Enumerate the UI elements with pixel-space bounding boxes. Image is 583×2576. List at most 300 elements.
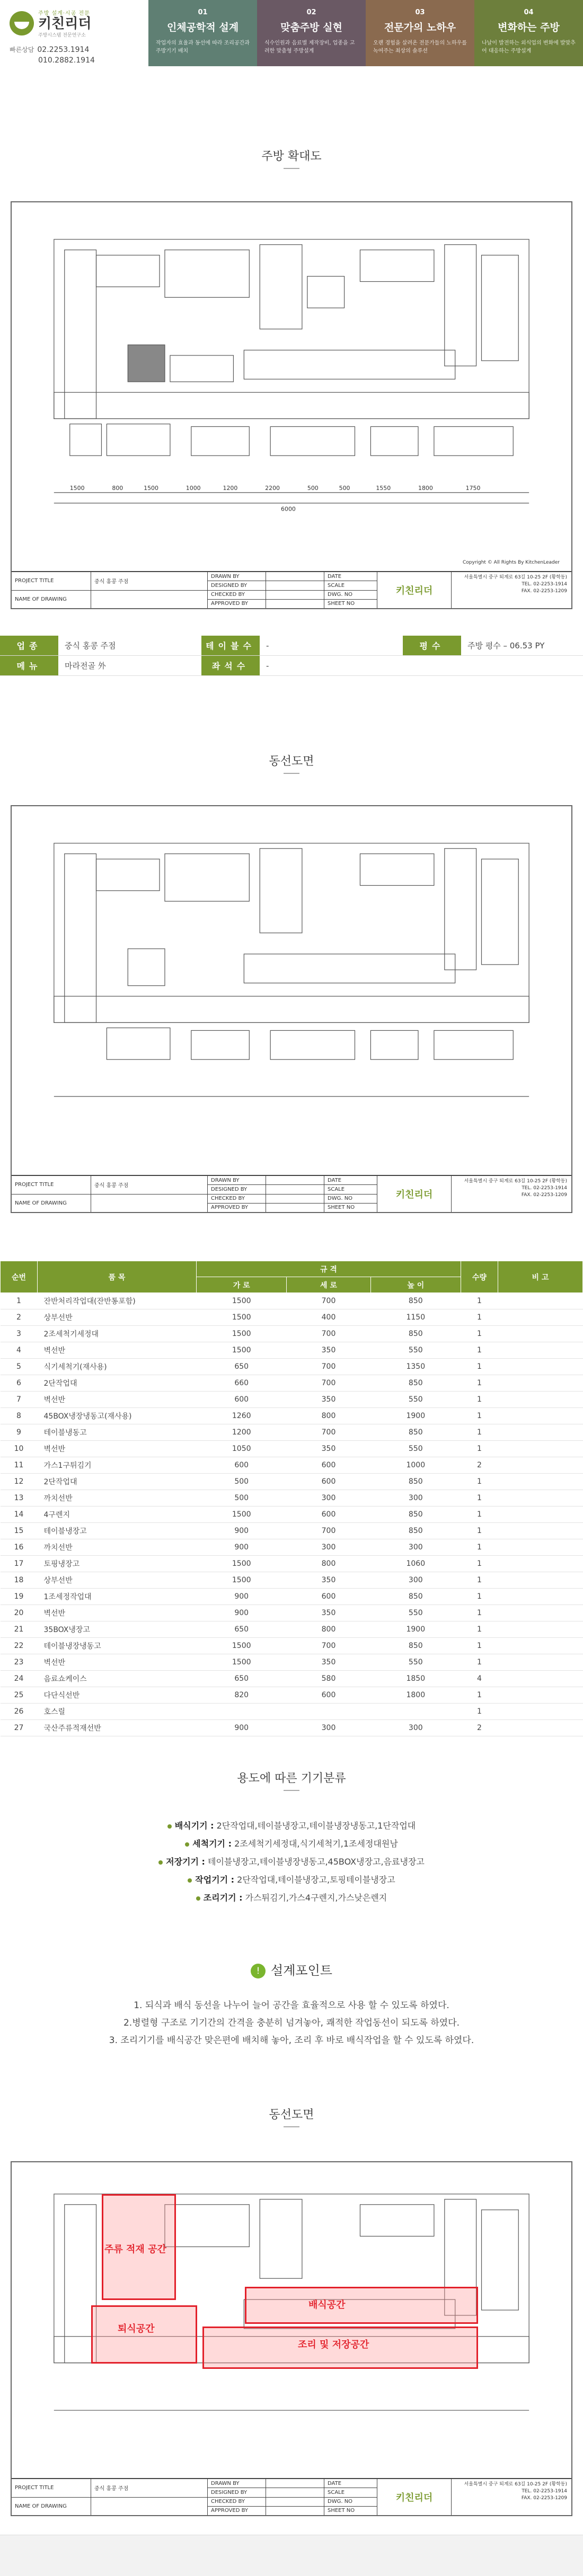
equip-height: 850	[370, 1326, 461, 1342]
equip-name: 식기세척기(재사용)	[38, 1359, 197, 1375]
equip-qty: 1	[461, 1654, 498, 1671]
alert-icon: !	[251, 1964, 266, 1978]
col-no: 순번	[1, 1261, 38, 1293]
table-row	[1, 1474, 583, 1490]
equip-width: 600	[197, 1457, 287, 1474]
info-key-seats: 좌석수	[201, 656, 260, 675]
table-row	[1, 1375, 583, 1392]
col-note: 비 고	[498, 1261, 583, 1293]
equip-name: 벽선반	[38, 1342, 197, 1359]
equip-height: 300	[370, 1720, 461, 1736]
equip-width: 900	[197, 1605, 287, 1621]
section-title-classify: 용도에 따른 기기분류	[0, 1769, 583, 1791]
logo-icon	[10, 11, 34, 35]
table-row	[1, 1507, 583, 1523]
equip-no: 24	[1, 1671, 38, 1687]
floor-plan-drawing	[11, 201, 572, 609]
equip-note	[498, 1638, 583, 1654]
dim-label: 1500	[69, 484, 85, 492]
equip-depth: 700	[287, 1293, 370, 1309]
equip-no: 20	[1, 1605, 38, 1621]
equip-height: 550	[370, 1654, 461, 1671]
equip-qty: 1	[461, 1408, 498, 1424]
col-name: 품 목	[38, 1261, 197, 1293]
equip-qty: 1	[461, 1539, 498, 1556]
equip-name: 다단식선반	[38, 1687, 197, 1704]
equip-height: 1800	[370, 1687, 461, 1704]
equip-note	[498, 1490, 583, 1507]
equip-width: 1260	[197, 1408, 287, 1424]
table-row	[1, 1293, 583, 1309]
equip-name: 45BOX냉장냉동고(재사용)	[38, 1408, 197, 1424]
equipment-table	[0, 1261, 583, 1736]
equip-no: 21	[1, 1621, 38, 1638]
equip-note	[498, 1704, 583, 1720]
dim-label: 1750	[465, 484, 481, 492]
equip-depth: 800	[287, 1408, 370, 1424]
table-row	[1, 1654, 583, 1671]
equip-width: 1500	[197, 1638, 287, 1654]
equip-name: 35BOX냉장고	[38, 1621, 197, 1638]
phone-number[interactable]: 02.2253.1914	[37, 46, 90, 54]
equip-note	[498, 1523, 583, 1539]
table-row	[1, 1342, 583, 1359]
site-header	[0, 0, 583, 66]
equip-depth: 400	[287, 1309, 370, 1326]
info-key-area: 평수	[403, 636, 461, 655]
title-block: PROJECT TITLE NAME OF DRAWING 중식 홍콩 주점 DRAWN BY DESIGNED BY CHECKED BY APPROVED BY DATE SCALE DWG. NO SHEET NO 키친리더 서울특별시 중구 퇴계로 63길 10-25 2F (황학동) TEL. 02-2253-1914 FAX. 02-2253-1209	[12, 1175, 571, 1212]
section-title-flow2: 동선도면	[0, 2106, 583, 2127]
table-row	[1, 1523, 583, 1539]
feature-card	[366, 0, 474, 66]
equip-note	[498, 1441, 583, 1457]
equip-note	[498, 1605, 583, 1621]
equip-note	[498, 1539, 583, 1556]
title-block: PROJECT TITLE NAME OF DRAWING 중식 홍콩 주점 DRAWN BY DESIGNED BY CHECKED BY APPROVED BY DATE SCALE DWG. NO SHEET NO 키친리더 서울특별시 중구 퇴계로 63길 10-25 2F (황학동) TEL. 02-2253-1914 FAX. 02-2253-1209	[12, 2478, 571, 2515]
feature-title: 전문가의 노하우	[384, 22, 456, 33]
brand-tagline: 주방 설계·시공 전문	[38, 11, 90, 16]
equip-width: 1050	[197, 1441, 287, 1457]
equip-qty: 1	[461, 1638, 498, 1654]
equip-no: 13	[1, 1490, 38, 1507]
col-width: 가 로	[197, 1277, 287, 1293]
equip-width: 650	[197, 1359, 287, 1375]
equip-note	[498, 1687, 583, 1704]
equip-qty: 1	[461, 1375, 498, 1392]
table-row	[1, 1326, 583, 1342]
dim-label: 1800	[418, 484, 433, 492]
equip-width: 1500	[197, 1309, 287, 1326]
equip-note	[498, 1326, 583, 1342]
equip-height: 850	[370, 1375, 461, 1392]
equip-qty: 1	[461, 1392, 498, 1408]
equip-width: 600	[197, 1392, 287, 1408]
equip-depth: 700	[287, 1638, 370, 1654]
equip-depth	[287, 1704, 370, 1720]
equip-no: 17	[1, 1556, 38, 1572]
dim-label: 1000	[186, 484, 201, 492]
equip-name: 상부선반	[38, 1572, 197, 1589]
table-row	[1, 1441, 583, 1457]
info-value-tables: -	[266, 640, 269, 650]
equip-name: 4구렌지	[38, 1507, 197, 1523]
dim-label: 2200	[265, 484, 280, 492]
equip-width	[197, 1704, 287, 1720]
equip-name: 가스1구튀김기	[38, 1457, 197, 1474]
equip-no: 12	[1, 1474, 38, 1490]
table-row	[1, 1704, 583, 1720]
feature-number: 01	[198, 8, 208, 16]
equip-no: 27	[1, 1720, 38, 1736]
table-row	[1, 1457, 583, 1474]
table-row	[1, 1556, 583, 1572]
equip-qty: 1	[461, 1474, 498, 1490]
equip-qty: 1	[461, 1326, 498, 1342]
design-point: 1. 되식과 배식 동선을 나누어 늘어 공간을 효율적으로 사용 할 수 있도록 하였다.	[134, 2000, 449, 2011]
equip-qty: 1	[461, 1704, 498, 1720]
equip-qty: 2	[461, 1720, 498, 1736]
equip-depth: 600	[287, 1474, 370, 1490]
equip-qty: 1	[461, 1441, 498, 1457]
equip-height: 850	[370, 1507, 461, 1523]
equip-height: 1850	[370, 1671, 461, 1687]
table-row	[1, 1687, 583, 1704]
equip-height: 850	[370, 1474, 461, 1490]
equip-height: 850	[370, 1523, 461, 1539]
equip-note	[498, 1359, 583, 1375]
equip-no: 15	[1, 1523, 38, 1539]
table-row	[1, 1621, 583, 1638]
equip-height: 1350	[370, 1359, 461, 1375]
table-row	[1, 1605, 583, 1621]
equip-height: 1900	[370, 1621, 461, 1638]
feature-title: 인체공학적 설계	[166, 22, 239, 33]
equip-width: 1500	[197, 1326, 287, 1342]
floor-plan-svg	[33, 218, 550, 530]
phone-label: 빠른상담	[10, 46, 34, 54]
equip-depth: 350	[287, 1392, 370, 1408]
brand-block[interactable]	[0, 0, 148, 66]
info-value-menu: 마라전골 外	[65, 661, 106, 671]
zone-label-return: 퇴식공간	[118, 2323, 155, 2334]
classify-line: 조리기기 : 가스튀김기,가스4구렌지,가스낮은렌지	[0, 1889, 583, 1907]
equip-name: 벽선반	[38, 1392, 197, 1408]
table-row	[1, 1720, 583, 1736]
design-point: 2.병렬형 구조로 기기간의 간격을 충분히 넘겨놓아, 쾌적한 작업동선이 되도록 하였다.	[123, 2018, 460, 2028]
equip-name: 2조세척기세정대	[38, 1326, 197, 1342]
equip-depth: 300	[287, 1720, 370, 1736]
equip-depth: 700	[287, 1424, 370, 1441]
equip-qty: 1	[461, 1424, 498, 1441]
equip-width: 1500	[197, 1572, 287, 1589]
dim-label: 1500	[144, 484, 158, 492]
equip-width: 500	[197, 1490, 287, 1507]
section-title-flow1: 동선도면	[0, 752, 583, 774]
equip-height: 300	[370, 1539, 461, 1556]
equip-width: 820	[197, 1687, 287, 1704]
equip-width: 650	[197, 1621, 287, 1638]
design-point: 3. 조리기기를 배식공간 맞은편에 배치해 놓아, 조리 후 바로 배식작업을 할 수 있도록 하였다.	[109, 2035, 474, 2046]
equip-no: 9	[1, 1424, 38, 1441]
equip-height: 1060	[370, 1556, 461, 1572]
equip-height: 1150	[370, 1309, 461, 1326]
equip-name: 테이블냉장냉동고	[38, 1638, 197, 1654]
table-row	[1, 1638, 583, 1654]
equip-height: 300	[370, 1490, 461, 1507]
equip-note	[498, 1392, 583, 1408]
equip-note	[498, 1424, 583, 1441]
info-value-type: 중식 홍콩 주점	[65, 641, 116, 650]
section-title-enlarge: 주방 확대도	[0, 147, 583, 169]
equip-width: 500	[197, 1474, 287, 1490]
equip-no: 2	[1, 1309, 38, 1326]
equip-no: 8	[1, 1408, 38, 1424]
dim-label: 500	[307, 484, 319, 492]
equip-name: 잔반처리작업대(잔반통포함)	[38, 1293, 197, 1309]
equip-depth: 350	[287, 1342, 370, 1359]
feature-title: 맞춤주방 실현	[280, 22, 342, 33]
equip-height: 550	[370, 1605, 461, 1621]
equip-no: 14	[1, 1507, 38, 1523]
equip-depth: 350	[287, 1654, 370, 1671]
contact-info	[10, 44, 139, 66]
equip-width: 900	[197, 1539, 287, 1556]
equip-depth: 800	[287, 1556, 370, 1572]
equip-qty: 1	[461, 1621, 498, 1638]
equip-no: 4	[1, 1342, 38, 1359]
feature-desc: 나날이 발전하는 외식업의 변화에 발맞추어 대응하는 주방설계	[482, 40, 576, 54]
flow-plan-svg	[33, 822, 550, 1134]
info-key-tables: 테이블수	[201, 636, 260, 655]
equip-no: 1	[1, 1293, 38, 1309]
equip-name: 벽선반	[38, 1605, 197, 1621]
brand-name: 키친리더	[38, 16, 92, 32]
equip-note	[498, 1556, 583, 1572]
equip-no: 6	[1, 1375, 38, 1392]
equip-name: 테이블냉장고	[38, 1523, 197, 1539]
project-value: 중식 홍콩 주점	[91, 572, 207, 591]
equip-width: 1500	[197, 1342, 287, 1359]
zone-plan-drawing	[11, 2161, 572, 2516]
table-row	[1, 1589, 583, 1605]
equip-width: 1200	[197, 1424, 287, 1441]
equip-note	[498, 1474, 583, 1490]
classification-list	[0, 1817, 583, 1907]
equip-depth: 800	[287, 1621, 370, 1638]
equip-qty: 1	[461, 1490, 498, 1507]
flow-plan-drawing	[11, 805, 572, 1213]
equip-qty: 1	[461, 1342, 498, 1359]
equip-width: 650	[197, 1671, 287, 1687]
equip-height: 850	[370, 1638, 461, 1654]
design-points	[0, 1997, 583, 2049]
equip-height: 1000	[370, 1457, 461, 1474]
dimension-labels	[70, 485, 481, 513]
equip-note	[498, 1408, 583, 1424]
equip-height: 850	[370, 1424, 461, 1441]
equip-depth: 600	[287, 1687, 370, 1704]
info-value-seats: -	[266, 661, 269, 671]
table-row	[1, 1572, 583, 1589]
equip-name: 호스릴	[38, 1704, 197, 1720]
equip-width: 1500	[197, 1556, 287, 1572]
equip-depth: 300	[287, 1490, 370, 1507]
equip-height: 850	[370, 1589, 461, 1605]
equip-name: 1조세정작업대	[38, 1589, 197, 1605]
title-block: PROJECT TITLE NAME OF DRAWING 중식 홍콩 주점 DRAWN BY DESIGNED BY CHECKED BY APPROVED BY DATE SCALE DWG. NO SHEET NO 키친리더 서울특별시 중구 퇴계로 63길 10-25 2F (황학동) TEL. 02-2253-1914 FAX. 02-2253-1209	[12, 571, 571, 608]
equip-qty: 1	[461, 1309, 498, 1326]
dim-label: 6000	[281, 505, 296, 513]
equip-height: 300	[370, 1572, 461, 1589]
equip-height: 850	[370, 1293, 461, 1309]
equip-note	[498, 1507, 583, 1523]
title-block-logo: 키친리더	[377, 572, 452, 608]
equip-width: 660	[197, 1375, 287, 1392]
equip-width: 1500	[197, 1507, 287, 1523]
equip-height: 1900	[370, 1408, 461, 1424]
equip-name: 테이블냉동고	[38, 1424, 197, 1441]
equip-qty: 1	[461, 1293, 498, 1309]
equip-name: 2단작업대	[38, 1474, 197, 1490]
equip-name: 벽선반	[38, 1654, 197, 1671]
equip-note	[498, 1457, 583, 1474]
equip-depth: 350	[287, 1605, 370, 1621]
equip-name: 까치선반	[38, 1490, 197, 1507]
equip-note	[498, 1720, 583, 1736]
equip-no: 5	[1, 1359, 38, 1375]
equip-depth: 600	[287, 1507, 370, 1523]
feature-number: 02	[306, 8, 316, 16]
equip-no: 7	[1, 1392, 38, 1408]
equip-qty: 1	[461, 1589, 498, 1605]
info-key-type: 업종	[0, 636, 58, 655]
equip-note	[498, 1654, 583, 1671]
equip-depth: 350	[287, 1441, 370, 1457]
equip-no: 16	[1, 1539, 38, 1556]
equip-note	[498, 1589, 583, 1605]
equip-note	[498, 1293, 583, 1309]
equip-width: 900	[197, 1523, 287, 1539]
design-points-heading: ! 설계포인트	[0, 1960, 583, 1978]
feature-number: 04	[524, 8, 534, 16]
zone-serving	[245, 2287, 478, 2324]
project-label: PROJECT TITLE	[12, 572, 91, 591]
equip-qty: 1	[461, 1572, 498, 1589]
drawing-label: NAME OF DRAWING	[15, 596, 67, 602]
equip-name: 국산주류적재선반	[38, 1720, 197, 1736]
equip-qty: 1	[461, 1556, 498, 1572]
equip-depth: 700	[287, 1375, 370, 1392]
equip-qty: 4	[461, 1671, 498, 1687]
equip-qty: 1	[461, 1605, 498, 1621]
equip-no: 10	[1, 1441, 38, 1457]
classify-line: 저장기기 : 테이블냉장고,테이블냉장냉동고,45BOX냉장고,음료냉장고	[0, 1853, 583, 1871]
equip-height	[370, 1704, 461, 1720]
equip-width: 900	[197, 1589, 287, 1605]
project-info-table	[0, 636, 583, 676]
equip-qty: 1	[461, 1359, 498, 1375]
equip-qty: 1	[461, 1523, 498, 1539]
table-row	[1, 1671, 583, 1687]
equip-width: 1500	[197, 1293, 287, 1309]
equip-depth: 580	[287, 1671, 370, 1687]
equip-no: 11	[1, 1457, 38, 1474]
equip-depth: 350	[287, 1572, 370, 1589]
feature-desc: 오랜 경험을 살려온 전문가들의 노하우를 녹여주는 최상의 솔루션	[373, 40, 467, 54]
equip-height: 550	[370, 1342, 461, 1359]
equip-no: 3	[1, 1326, 38, 1342]
equip-no: 18	[1, 1572, 38, 1589]
feature-card	[148, 0, 257, 66]
equip-name: 2단작업대	[38, 1375, 197, 1392]
col-depth: 세 로	[287, 1277, 370, 1293]
col-spec: 규 격	[197, 1261, 461, 1277]
info-key-menu: 메뉴	[0, 656, 58, 675]
info-value-area: 주방 평수 – 06.53 PY	[467, 641, 545, 650]
equip-note	[498, 1309, 583, 1326]
classify-line: 배식기기 : 2단작업대,테이블냉장고,테이블냉장냉동고,1단작업대	[0, 1817, 583, 1835]
equip-qty: 2	[461, 1457, 498, 1474]
classify-line: 세척기기 : 2조세척기세정대,식기세척기,1조세정대원남	[0, 1835, 583, 1853]
equip-note	[498, 1671, 583, 1687]
equip-depth: 700	[287, 1523, 370, 1539]
table-row	[1, 1424, 583, 1441]
mobile-number[interactable]: 010.2882.1914	[38, 56, 95, 65]
equip-name: 음료쇼케이스	[38, 1671, 197, 1687]
equip-no: 19	[1, 1589, 38, 1605]
brand-sub: 주방시스템 전문연구소	[38, 33, 86, 38]
equip-depth: 700	[287, 1326, 370, 1342]
feature-desc: 작업자의 효율과 동선에 따라 조리공간과 주방기기 배치	[156, 40, 250, 54]
classify-line: 작업기기 : 2단작업대,테이블냉장고,토핑테이블냉장고	[0, 1871, 583, 1889]
footer-strip	[0, 2535, 583, 2576]
zone-label-serving: 배식공간	[308, 2299, 346, 2311]
feature-desc: 식수인원과 음료별 제작장비, 업종을 고려한 맞춤형 주방설계	[264, 40, 355, 54]
zone-label-storage: 주류 적재 공간	[104, 2244, 166, 2255]
copyright-note: Copyright © All Rights By KitchenLeader	[462, 560, 560, 565]
equip-height: 550	[370, 1392, 461, 1408]
table-row	[1, 1359, 583, 1375]
equip-depth: 300	[287, 1539, 370, 1556]
dim-label: 1550	[376, 484, 391, 492]
feature-number: 03	[415, 8, 425, 16]
equip-depth: 700	[287, 1359, 370, 1375]
feature-title: 변화하는 주방	[498, 22, 560, 33]
equip-no: 25	[1, 1687, 38, 1704]
equip-no: 22	[1, 1638, 38, 1654]
equip-qty: 1	[461, 1507, 498, 1523]
col-qty: 수량	[461, 1261, 498, 1293]
equip-depth: 600	[287, 1457, 370, 1474]
table-row	[1, 1408, 583, 1424]
equip-no: 26	[1, 1704, 38, 1720]
col-height: 높 이	[370, 1277, 461, 1293]
dim-label: 1200	[223, 484, 238, 492]
equip-depth: 600	[287, 1589, 370, 1605]
dim-label: 500	[339, 484, 350, 492]
equip-height: 550	[370, 1441, 461, 1457]
table-row	[1, 1309, 583, 1326]
table-row	[1, 1539, 583, 1556]
equip-name: 벽선반	[38, 1441, 197, 1457]
dim-label: 800	[112, 484, 123, 492]
table-row	[1, 1392, 583, 1408]
equip-note	[498, 1342, 583, 1359]
equip-qty: 1	[461, 1687, 498, 1704]
table-row	[1, 1490, 583, 1507]
feature-card	[474, 0, 583, 66]
equip-name: 토핑냉장고	[38, 1556, 197, 1572]
